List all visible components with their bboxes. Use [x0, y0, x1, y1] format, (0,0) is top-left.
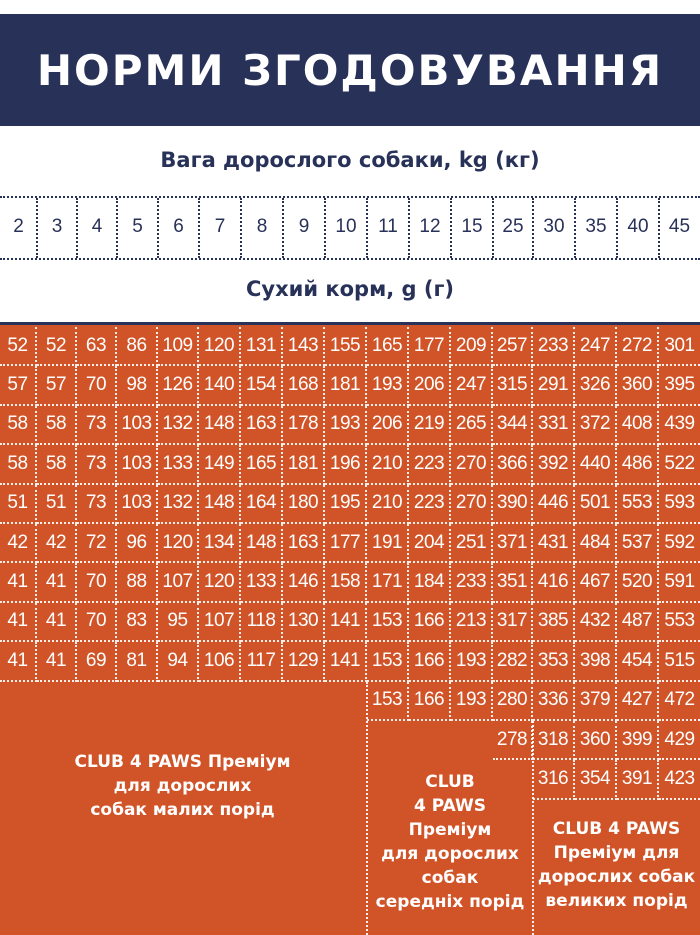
table-cell: 272 — [617, 327, 659, 366]
table-cell: 316 — [533, 760, 575, 799]
table-cell: 153 — [367, 603, 409, 642]
table-cell: 158 — [325, 563, 367, 602]
table-cell: 70 — [77, 603, 117, 642]
table-cell: 141 — [325, 603, 367, 642]
product-label-line: великих порід — [545, 891, 688, 911]
table-cell: 247 — [575, 327, 617, 366]
table-cell: 233 — [533, 327, 575, 366]
table-cell: 209 — [451, 327, 493, 366]
weight-cell: 11 — [378, 216, 398, 237]
table-cell: 168 — [283, 366, 325, 405]
table-cell: 392 — [533, 445, 575, 484]
table-cell: 317 — [493, 603, 533, 642]
table-cell: 223 — [409, 485, 451, 524]
table-cell: 118 — [241, 603, 283, 642]
table-cell: 163 — [241, 406, 283, 445]
table-cell: 96 — [117, 524, 158, 563]
table-cell: 270 — [451, 445, 493, 484]
table-cell: 106 — [199, 642, 241, 681]
table-cell: 58 — [0, 445, 37, 484]
table-cell: 257 — [493, 327, 533, 366]
weight-cell: 9 — [298, 216, 310, 237]
table-cell: 73 — [77, 406, 117, 445]
table-cell: 70 — [77, 366, 117, 405]
weight-cell: 45 — [668, 216, 691, 237]
feeding-grid — [0, 325, 700, 935]
table-cell: 195 — [325, 485, 367, 524]
table-cell: 153 — [367, 642, 409, 681]
table-cell: 98 — [117, 366, 158, 405]
table-cell: 427 — [617, 682, 659, 721]
table-cell: 69 — [77, 642, 117, 681]
table-cell: 171 — [367, 563, 409, 602]
table-cell: 134 — [199, 524, 241, 563]
weight-cell: 10 — [335, 216, 357, 237]
table-cell: 103 — [117, 445, 158, 484]
table-cell: 52 — [37, 327, 77, 366]
table-cell: 423 — [659, 760, 700, 799]
table-cell: 143 — [283, 327, 325, 366]
table-cell: 301 — [659, 327, 700, 366]
table-cell: 432 — [575, 603, 617, 642]
table-cell: 371 — [493, 524, 533, 563]
table-cell: 291 — [533, 366, 575, 405]
table-cell: 131 — [241, 327, 283, 366]
table-cell: 52 — [0, 327, 37, 366]
table-cell: 193 — [325, 406, 367, 445]
table-cell: 196 — [325, 445, 367, 484]
table-cell: 148 — [199, 406, 241, 445]
table-cell: 429 — [659, 721, 700, 760]
product-label-line: CLUB — [425, 772, 475, 792]
table-cell: 177 — [325, 524, 367, 563]
table-cell: 398 — [575, 642, 617, 681]
table-cell: 446 — [533, 485, 575, 524]
table-cell: 94 — [158, 642, 199, 681]
product-label-line: Преміум — [408, 820, 492, 840]
table-cell: 501 — [575, 485, 617, 524]
table-cell: 360 — [617, 366, 659, 405]
table-cell: 163 — [283, 524, 325, 563]
table-cell: 117 — [241, 642, 283, 681]
table-cell: 140 — [199, 366, 241, 405]
weight-cell: 15 — [461, 216, 483, 237]
table-cell: 213 — [451, 603, 493, 642]
table-cell: 191 — [367, 524, 409, 563]
page-title: НОРМИ ЗГОДОВУВАННЯ — [36, 45, 664, 95]
product-label-large — [533, 817, 700, 913]
table-cell: 553 — [617, 485, 659, 524]
weight-cell: 35 — [585, 216, 607, 237]
table-cell: 454 — [617, 642, 659, 681]
table-cell: 42 — [0, 524, 37, 563]
table-cell: 219 — [409, 406, 451, 445]
table-cell: 42 — [37, 524, 77, 563]
table-cell: 408 — [617, 406, 659, 445]
table-cell: 177 — [409, 327, 451, 366]
table-cell: 41 — [0, 563, 37, 602]
product-label-line: собак — [421, 868, 479, 888]
table-cell: 515 — [659, 642, 700, 681]
table-cell: 278 — [493, 721, 533, 760]
table-cell: 223 — [409, 445, 451, 484]
product-label-line: дорослих собак — [537, 867, 696, 887]
table-cell: 390 — [493, 485, 533, 524]
product-label-line: для дорослих — [381, 844, 519, 864]
table-cell: 395 — [659, 366, 700, 405]
table-cell: 537 — [617, 524, 659, 563]
table-cell: 153 — [367, 682, 409, 721]
table-cell: 126 — [158, 366, 199, 405]
product-label-line: CLUB 4 PAWS — [552, 819, 681, 839]
table-cell: 120 — [199, 327, 241, 366]
table-cell: 318 — [533, 721, 575, 760]
table-cell: 41 — [37, 642, 77, 681]
table-cell: 149 — [199, 445, 241, 484]
table-cell: 439 — [659, 406, 700, 445]
table-cell: 520 — [617, 563, 659, 602]
table-cell: 353 — [533, 642, 575, 681]
table-cell: 120 — [158, 524, 199, 563]
table-cell: 165 — [241, 445, 283, 484]
table-cell: 181 — [283, 445, 325, 484]
weight-cell: 2 — [13, 216, 24, 237]
table-cell: 141 — [325, 642, 367, 681]
table-cell: 72 — [77, 524, 117, 563]
table-cell: 553 — [659, 603, 700, 642]
table-cell: 326 — [575, 366, 617, 405]
table-cell: 193 — [367, 366, 409, 405]
table-cell: 166 — [409, 603, 451, 642]
table-cell: 360 — [575, 721, 617, 760]
table-cell: 178 — [283, 406, 325, 445]
table-cell: 181 — [325, 366, 367, 405]
dry-food-header: Сухий корм, g (г) — [245, 277, 455, 301]
weight-cell: 5 — [132, 216, 143, 237]
table-cell: 86 — [117, 327, 158, 366]
table-cell: 372 — [575, 406, 617, 445]
weight-cell: 25 — [502, 216, 524, 237]
table-cell: 154 — [241, 366, 283, 405]
weight-cell: 8 — [256, 216, 268, 237]
table-cell: 88 — [117, 563, 158, 602]
table-cell: 51 — [0, 485, 37, 524]
table-cell: 146 — [283, 563, 325, 602]
weight-cell: 3 — [51, 216, 63, 237]
table-cell: 399 — [617, 721, 659, 760]
product-label-medium — [368, 770, 532, 914]
table-cell: 280 — [493, 682, 533, 721]
table-cell: 440 — [575, 445, 617, 484]
table-cell: 133 — [241, 563, 283, 602]
table-cell: 431 — [533, 524, 575, 563]
table-cell: 180 — [283, 485, 325, 524]
weight-cell: 6 — [173, 216, 184, 237]
table-cell: 391 — [617, 760, 659, 799]
table-cell: 164 — [241, 485, 283, 524]
table-cell: 467 — [575, 563, 617, 602]
weight-cell: 12 — [419, 216, 441, 237]
table-cell: 486 — [617, 445, 659, 484]
table-cell: 354 — [575, 760, 617, 799]
product-label-line: середніх порід — [375, 892, 525, 912]
table-cell: 70 — [77, 563, 117, 602]
table-cell: 81 — [117, 642, 158, 681]
table-cell: 282 — [493, 642, 533, 681]
table-cell: 193 — [451, 682, 493, 721]
table-cell: 166 — [409, 682, 451, 721]
table-cell: 41 — [37, 563, 77, 602]
table-cell: 270 — [451, 485, 493, 524]
table-cell: 57 — [37, 366, 77, 405]
table-cell: 103 — [117, 406, 158, 445]
product-label-line: 4 PAWS — [413, 796, 487, 816]
table-cell: 247 — [451, 366, 493, 405]
table-cell: 366 — [493, 445, 533, 484]
product-label-line: для дорослих — [113, 776, 252, 796]
table-cell: 591 — [659, 563, 700, 602]
table-cell: 166 — [409, 642, 451, 681]
table-cell: 129 — [283, 642, 325, 681]
header-divider-bottom — [0, 258, 700, 260]
table-cell: 41 — [0, 603, 37, 642]
table-cell: 148 — [199, 485, 241, 524]
weight-cell: 4 — [91, 216, 103, 237]
table-cell: 204 — [409, 524, 451, 563]
table-cell: 51 — [37, 485, 77, 524]
table-cell: 132 — [158, 406, 199, 445]
table-cell: 206 — [409, 366, 451, 405]
product-label-small — [0, 750, 365, 822]
table-cell: 107 — [158, 563, 199, 602]
table-cell: 63 — [77, 327, 117, 366]
table-cell: 130 — [283, 603, 325, 642]
table-cell: 109 — [158, 327, 199, 366]
product-label-line: CLUB 4 PAWS Преміум — [74, 752, 291, 772]
weight-cell: 7 — [214, 216, 226, 237]
table-cell: 233 — [451, 563, 493, 602]
table-cell: 193 — [451, 642, 493, 681]
table-cell: 251 — [451, 524, 493, 563]
table-cell: 487 — [617, 603, 659, 642]
table-cell: 73 — [77, 485, 117, 524]
table-cell: 58 — [0, 406, 37, 445]
table-cell: 41 — [0, 642, 37, 681]
table-cell: 472 — [659, 682, 700, 721]
product-label-line: Преміум для — [553, 843, 680, 863]
table-cell: 416 — [533, 563, 575, 602]
table-cell: 41 — [37, 603, 77, 642]
table-cell: 592 — [659, 524, 700, 563]
table-cell: 210 — [367, 445, 409, 484]
table-cell: 206 — [367, 406, 409, 445]
table-cell: 593 — [659, 485, 700, 524]
table-cell: 265 — [451, 406, 493, 445]
title-bar — [0, 14, 700, 126]
table-cell: 133 — [158, 445, 199, 484]
table-cell: 522 — [659, 445, 700, 484]
table-cell: 184 — [409, 563, 451, 602]
table-cell: 57 — [0, 366, 37, 405]
weight-cell: 40 — [627, 216, 649, 237]
table-cell: 73 — [77, 445, 117, 484]
table-cell: 379 — [575, 682, 617, 721]
table-cell: 120 — [199, 563, 241, 602]
weight-header: Вага дорослого собаки, kg (кг) — [160, 148, 540, 172]
table-cell: 351 — [493, 563, 533, 602]
table-cell: 148 — [241, 524, 283, 563]
table-cell: 385 — [533, 603, 575, 642]
table-cell: 132 — [158, 485, 199, 524]
table-cell: 344 — [493, 406, 533, 445]
table-cell: 210 — [367, 485, 409, 524]
table-cell: 484 — [575, 524, 617, 563]
table-header — [0, 126, 700, 322]
table-cell: 315 — [493, 366, 533, 405]
table-cell: 165 — [367, 327, 409, 366]
table-cell: 95 — [158, 603, 199, 642]
table-cell: 58 — [37, 406, 77, 445]
weight-cell: 30 — [543, 216, 565, 237]
product-label-line: собак малих порід — [90, 800, 275, 820]
table-cell: 83 — [117, 603, 158, 642]
table-cell: 107 — [199, 603, 241, 642]
table-cell: 103 — [117, 485, 158, 524]
table-cell: 155 — [325, 327, 367, 366]
table-cell: 58 — [37, 445, 77, 484]
table-cell: 336 — [533, 682, 575, 721]
table-cell: 331 — [533, 406, 575, 445]
